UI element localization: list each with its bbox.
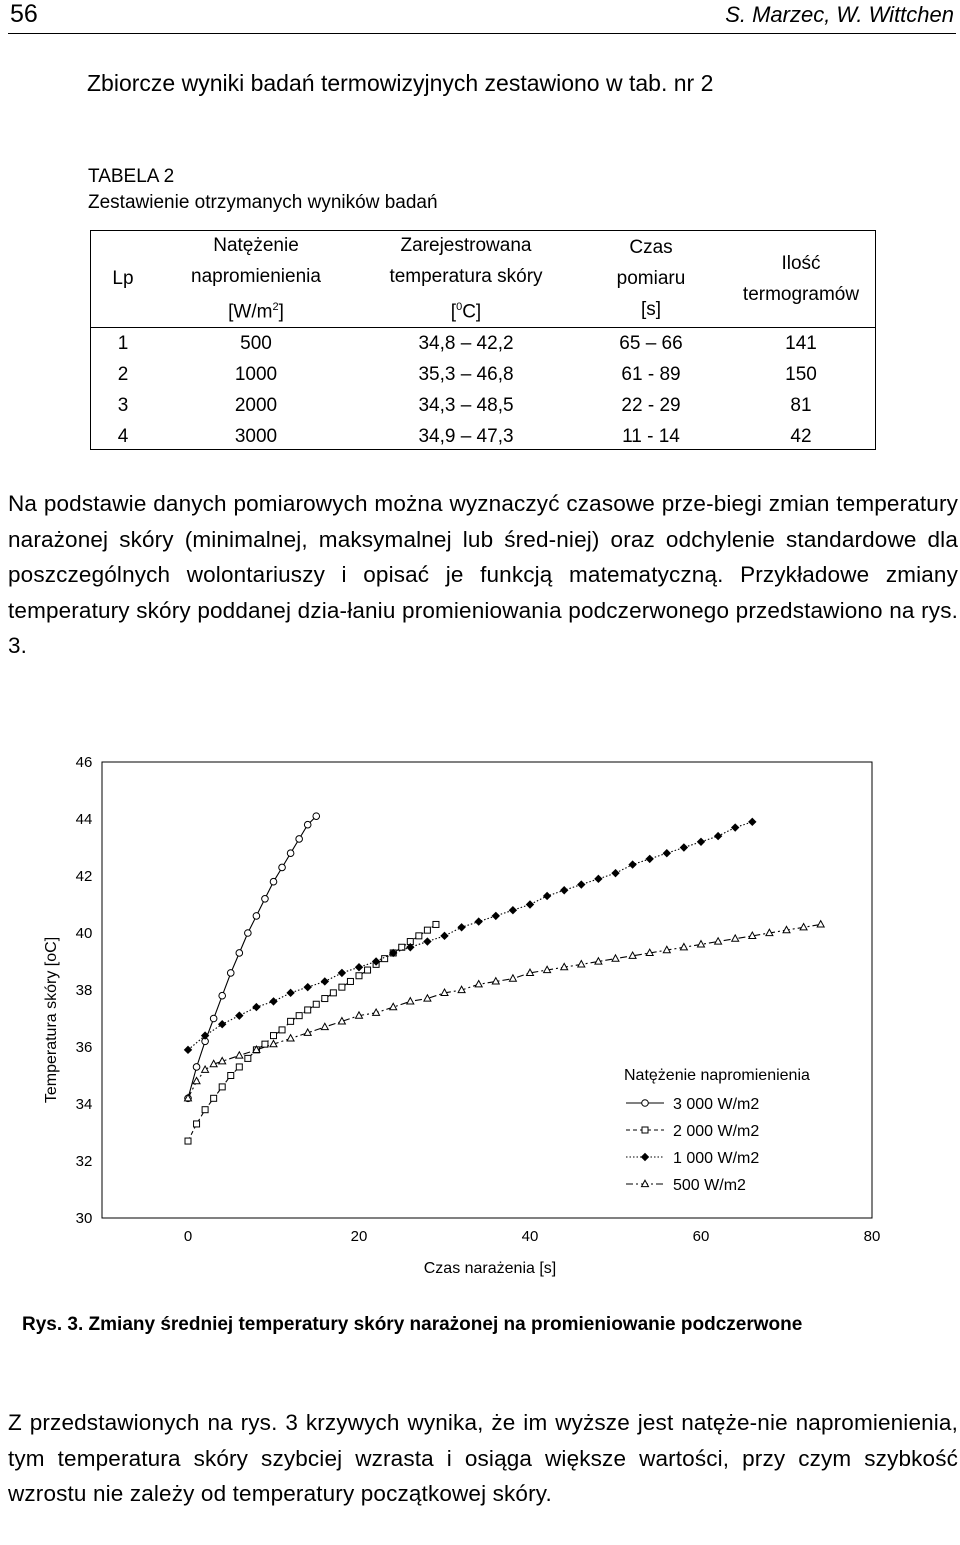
data-point bbox=[271, 1033, 277, 1039]
x-axis-label: Czas narażenia [s] bbox=[423, 1260, 557, 1277]
cell-count: 141 bbox=[785, 332, 817, 354]
data-point bbox=[253, 913, 260, 920]
data-point bbox=[211, 1095, 217, 1101]
series bbox=[185, 813, 320, 1102]
cell-temperature: 34,9 – 47,3 bbox=[418, 425, 514, 447]
cell-lp: 3 bbox=[117, 394, 129, 416]
data-point bbox=[433, 921, 439, 927]
y-axis-label: Temperatura skóry [oC] bbox=[43, 936, 60, 1104]
data-point bbox=[193, 1077, 200, 1083]
y-tick-label: 44 bbox=[75, 811, 93, 828]
data-point bbox=[642, 1127, 648, 1133]
data-point bbox=[185, 1138, 191, 1144]
data-point bbox=[715, 833, 722, 840]
data-point bbox=[236, 1012, 243, 1019]
x-tick-label: 40 bbox=[521, 1228, 539, 1245]
chart-legend bbox=[616, 1058, 836, 1194]
figure-caption: Rys. 3. Zmiany średniej temperatury skóry narażonej na promieniowanie podczerwone bbox=[22, 1314, 803, 1335]
data-point bbox=[227, 970, 234, 977]
y-tick-label: 38 bbox=[75, 982, 93, 999]
cell-time: 65 – 66 bbox=[619, 332, 683, 354]
data-point bbox=[732, 935, 739, 941]
data-point bbox=[296, 836, 303, 843]
data-point bbox=[253, 1004, 260, 1011]
legend-title: Natężenie napromienienia bbox=[624, 1067, 810, 1084]
y-tick-label: 40 bbox=[75, 925, 93, 942]
table-row bbox=[90, 421, 876, 452]
data-point bbox=[304, 984, 311, 991]
data-point bbox=[339, 984, 345, 990]
data-point bbox=[304, 821, 311, 828]
table-header-row bbox=[90, 230, 876, 328]
data-point bbox=[698, 941, 705, 947]
series-line bbox=[188, 816, 316, 1098]
table-title: Zestawienie otrzymanych wyników badań bbox=[88, 192, 438, 213]
cell-temperature: 34,3 – 48,5 bbox=[418, 394, 514, 416]
data-point bbox=[646, 855, 653, 862]
cell-count: 81 bbox=[790, 394, 812, 416]
data-point bbox=[441, 932, 448, 939]
data-point bbox=[296, 1013, 302, 1019]
data-point bbox=[365, 967, 371, 973]
data-point bbox=[509, 907, 516, 914]
data-point bbox=[210, 1015, 217, 1022]
data-point bbox=[680, 844, 687, 851]
data-point bbox=[270, 878, 277, 885]
data-point bbox=[509, 975, 516, 981]
header-intensity: Natężenie napromienienia $[W/m^2]$ bbox=[191, 235, 321, 323]
data-point bbox=[475, 981, 482, 987]
data-point bbox=[219, 1084, 225, 1090]
header-temperature: Zarejestrowana temperatura skóry [$^0$C] bbox=[389, 235, 543, 323]
data-point bbox=[578, 961, 585, 967]
results-table bbox=[90, 230, 876, 452]
data-point bbox=[424, 938, 431, 945]
data-point bbox=[321, 978, 328, 985]
data-point bbox=[287, 989, 294, 996]
cell-lp: 1 bbox=[117, 332, 129, 354]
data-point bbox=[202, 1107, 208, 1113]
series-line bbox=[188, 925, 436, 1142]
data-point bbox=[612, 870, 619, 877]
cell-time: 61 - 89 bbox=[621, 363, 681, 385]
data-point bbox=[279, 1027, 285, 1033]
data-point bbox=[262, 896, 269, 903]
cell-lp: 4 bbox=[117, 425, 129, 447]
legend-label: 3 000 W/m2 bbox=[673, 1096, 760, 1113]
data-point bbox=[578, 881, 585, 888]
data-point bbox=[698, 838, 705, 845]
series bbox=[185, 818, 756, 1053]
data-point bbox=[424, 927, 430, 933]
data-point bbox=[228, 1073, 234, 1079]
data-point bbox=[475, 918, 482, 925]
data-point bbox=[219, 1021, 226, 1028]
data-point bbox=[330, 990, 336, 996]
header-lp: Lp bbox=[112, 268, 134, 290]
data-point bbox=[347, 978, 353, 984]
data-point bbox=[527, 901, 534, 908]
x-tick-label: 80 bbox=[863, 1228, 881, 1245]
data-point bbox=[236, 1052, 243, 1058]
header-time: Czas pomiaru [s] bbox=[616, 237, 686, 321]
table-row bbox=[90, 390, 876, 421]
y-tick-label: 30 bbox=[75, 1210, 93, 1227]
cell-time: 11 - 14 bbox=[622, 425, 680, 447]
data-point bbox=[595, 875, 602, 882]
y-tick-label: 36 bbox=[75, 1039, 93, 1056]
data-point bbox=[817, 921, 824, 927]
data-point bbox=[287, 850, 294, 857]
data-point bbox=[313, 1001, 319, 1007]
x-tick-label: 0 bbox=[183, 1228, 193, 1245]
header-count: Ilość termogramów bbox=[742, 252, 860, 305]
data-point bbox=[313, 813, 320, 820]
data-point bbox=[287, 1035, 294, 1041]
data-point bbox=[629, 861, 636, 868]
y-tick-label: 34 bbox=[75, 1096, 93, 1113]
data-point bbox=[305, 1007, 311, 1013]
table-row bbox=[90, 359, 876, 390]
data-point bbox=[749, 818, 756, 825]
cell-temperature: 35,3 – 46,8 bbox=[418, 363, 514, 385]
cell-temperature: 34,8 – 42,2 bbox=[418, 332, 514, 354]
page-number: 56 bbox=[10, 0, 38, 28]
data-point bbox=[612, 955, 619, 961]
x-tick-label: 60 bbox=[692, 1228, 710, 1245]
x-tick-label: 20 bbox=[350, 1228, 368, 1245]
cell-lp: 2 bbox=[117, 363, 129, 385]
intro-sentence: Zbiorcze wyniki badań termowizyjnych zestawiono w tab. nr 2 bbox=[87, 70, 714, 96]
data-point bbox=[416, 933, 422, 939]
data-point bbox=[279, 864, 286, 871]
running-authors: S. Marzec, W. Wittchen bbox=[725, 2, 954, 27]
cell-intensity: 500 bbox=[240, 332, 272, 354]
series bbox=[185, 921, 439, 1144]
data-point bbox=[800, 924, 807, 930]
temperature-chart bbox=[0, 740, 960, 1300]
data-point bbox=[561, 887, 568, 894]
data-point bbox=[356, 964, 363, 971]
cell-count: 150 bbox=[785, 363, 817, 385]
data-point bbox=[194, 1121, 200, 1127]
data-point bbox=[492, 912, 499, 919]
legend-label: 500 W/m2 bbox=[673, 1177, 746, 1194]
cell-count: 42 bbox=[790, 425, 812, 447]
data-point bbox=[544, 892, 551, 899]
data-point bbox=[236, 950, 243, 957]
table-label: TABELA 2 bbox=[88, 166, 175, 187]
data-point bbox=[356, 973, 362, 979]
data-point bbox=[202, 1066, 209, 1072]
table-row bbox=[90, 328, 876, 360]
y-tick-label: 32 bbox=[75, 1153, 93, 1170]
cell-intensity: 1000 bbox=[234, 363, 278, 385]
data-point bbox=[338, 969, 345, 976]
data-point bbox=[236, 1064, 242, 1070]
cell-intensity: 2000 bbox=[234, 394, 278, 416]
y-tick-label: 46 bbox=[75, 754, 93, 771]
body-paragraph: Z przedstawionych na rys. 3 krzywych wynika, że im wyższe jest natęże-nie napromienienia, tym temperatura skóry szybciej wzrasta i osiąga większe wartości, przy czym szybkość wzrostu nie zależy od temperatury początkowej skóry. bbox=[8, 1410, 958, 1507]
data-point bbox=[732, 824, 739, 831]
cell-time: 22 - 29 bbox=[621, 394, 681, 416]
data-point bbox=[642, 1100, 649, 1107]
data-point bbox=[322, 996, 328, 1002]
data-point bbox=[407, 998, 414, 1004]
cell-intensity: 3000 bbox=[234, 425, 278, 447]
y-tick-label: 42 bbox=[75, 868, 93, 885]
body-paragraph: Na podstawie danych pomiarowych można wyznaczyć czasowe prze-biegi zmian temperatury narażonej skóry (minimalnej, maksymalnej lub śred-niej) oraz odchylenie standardowe dla poszczególnych wolontariuszy i opisać je funkcją matematyczną. Przykładowe zmiany temperatury skóry poddanej dzia-łaniu promieniowania podczerwonego przedstawiono na rys. 3. bbox=[8, 491, 958, 659]
data-point bbox=[245, 930, 252, 937]
data-point bbox=[399, 944, 405, 950]
data-point bbox=[219, 992, 226, 999]
data-point bbox=[185, 1046, 192, 1053]
data-point bbox=[288, 1018, 294, 1024]
legend-label: 1 000 W/m2 bbox=[673, 1150, 760, 1167]
data-point bbox=[193, 1064, 200, 1071]
data-point bbox=[270, 998, 277, 1005]
data-point bbox=[458, 924, 465, 931]
header-rule bbox=[8, 33, 956, 34]
data-point bbox=[245, 1055, 251, 1061]
data-point bbox=[680, 943, 687, 949]
data-point bbox=[262, 1041, 268, 1047]
data-point bbox=[663, 850, 670, 857]
data-point bbox=[390, 1003, 397, 1009]
page-header bbox=[0, 0, 960, 34]
data-point bbox=[321, 1023, 328, 1029]
legend-label: 2 000 W/m2 bbox=[673, 1123, 760, 1140]
